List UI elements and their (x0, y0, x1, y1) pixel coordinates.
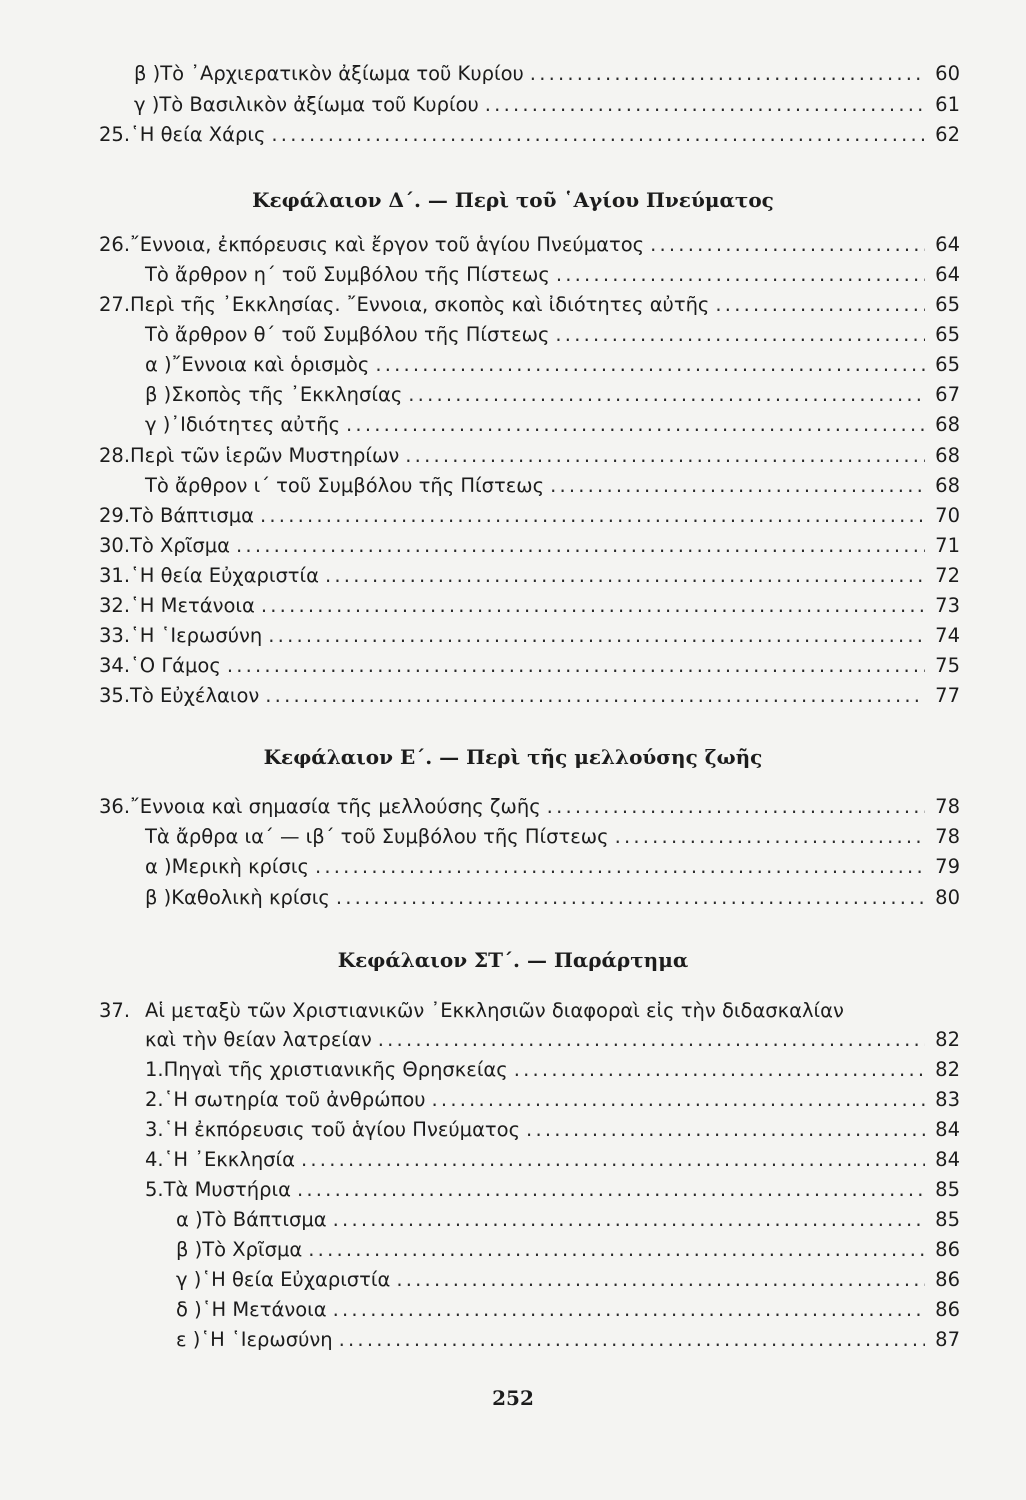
leader-dots (227, 653, 925, 679)
toc-entry (99, 794, 960, 820)
entry-number: 27. (99, 293, 131, 316)
entry-number: 31. (99, 564, 131, 587)
chapter-heading: Κεφάλαιον Ε΄. — Περὶ τῆς μελλούσης ζωῆς (263, 745, 763, 769)
entry-number: 35. (99, 684, 131, 707)
leader-dots (378, 1027, 925, 1053)
toc-entry (99, 292, 960, 318)
entry-title: Τὰ Μυστήρια (163, 1178, 291, 1201)
entry-title: Τὸ ᾿Αρχιερατικὸν ἀξίωμα τοῦ Κυρίου (160, 62, 524, 85)
toc-entry-lead (99, 998, 844, 1024)
entry-page: 68 (935, 474, 960, 497)
leader-dots (555, 322, 925, 348)
toc-entry (145, 1147, 960, 1173)
leader-dots (297, 1177, 925, 1203)
leader-dots (346, 412, 925, 438)
leader-dots (408, 382, 925, 408)
entry-page: 72 (935, 564, 960, 587)
entry-page: 73 (935, 594, 960, 617)
entry-number: β ) (145, 886, 172, 909)
entry-page: 83 (935, 1088, 960, 1111)
entry-title: ῾Η ᾿Εκκλησία (163, 1148, 295, 1171)
entry-title: ῾Η Μετάνοια (201, 1298, 327, 1321)
leader-dots (271, 122, 925, 148)
leader-dots (336, 885, 925, 911)
entry-number: 29. (99, 504, 131, 527)
entry-number: 25. (99, 123, 131, 146)
entry-number: 28. (99, 444, 131, 467)
entry-page: 84 (935, 1118, 960, 1141)
entry-title: ῾Η σωτηρία τοῦ ἀνθρώπου (163, 1088, 426, 1111)
entry-title-continued: καὶ τὴν θείαν λατρείαν (145, 1028, 372, 1051)
entry-title: ᾿Ιδιότητες αὐτῆς (170, 413, 341, 436)
toc-entry (99, 232, 960, 258)
entry-title: Τὸ Βασιλικὸν ἀξίωμα τοῦ Κυρίου (159, 93, 479, 116)
leader-dots (396, 1267, 925, 1293)
toc-entry (145, 854, 960, 880)
entry-number: ε ) (176, 1328, 201, 1351)
entry-number: 34. (99, 654, 131, 677)
toc-entry (99, 503, 960, 529)
toc-entry (176, 1237, 960, 1263)
toc-entry (145, 1027, 960, 1053)
chapter-heading: Κεφάλαιον Δ΄. — Περὶ τοῦ ῾Αγίου Πνεύματος (252, 188, 774, 212)
entry-page: 64 (935, 263, 960, 286)
leader-dots (236, 533, 925, 559)
entry-title: ῾Η θεία Χάρις (130, 123, 266, 146)
entry-title: Τὸ Χρῖσμα (130, 534, 231, 557)
entry-page: 82 (935, 1028, 960, 1051)
entry-page: 67 (935, 383, 960, 406)
toc-entry (145, 473, 960, 499)
toc-entry (99, 653, 960, 679)
leader-dots (650, 232, 925, 258)
leader-dots (260, 503, 925, 529)
entry-title: Τὸ Χρῖσμα (202, 1238, 303, 1261)
leader-dots (550, 473, 925, 499)
leader-dots (547, 794, 926, 820)
entry-number: β ) (145, 383, 172, 406)
entry-page: 70 (935, 504, 960, 527)
entry-number: γ ) (145, 413, 171, 436)
entry-page: 61 (935, 93, 960, 116)
entry-title: ῎Εννοια καὶ ὁρισμὸς (171, 353, 370, 376)
entry-number: β ) (134, 62, 161, 85)
entry-page: 62 (935, 123, 960, 146)
entry-title: Τὸ ἄρθρον ι΄ τοῦ Συμβόλου τῆς Πίστεως (145, 474, 545, 497)
entry-title: ῾Η Μετάνοια (130, 594, 255, 617)
leader-dots (308, 1237, 925, 1263)
leader-dots (333, 1207, 926, 1233)
entry-title: ῎Εννοια καὶ σημασία τῆς μελλούσης ζωῆς (130, 795, 541, 818)
toc-entry (176, 1297, 960, 1323)
entry-page: 84 (935, 1148, 960, 1171)
entry-page: 86 (935, 1268, 960, 1291)
entry-page: 75 (935, 654, 960, 677)
entry-title: Τὸ ἄρθρον θ΄ τοῦ Συμβόλου τῆς Πίστεως (145, 323, 550, 346)
entry-page: 79 (935, 855, 960, 878)
leader-dots (556, 262, 925, 288)
entry-title: ῾Ο Γάμος (130, 654, 221, 677)
entry-title: Τὸ ἄρθρον η΄ τοῦ Συμβόλου τῆς Πίστεως (145, 263, 550, 286)
entry-page: 87 (935, 1328, 960, 1351)
entry-page: 77 (935, 684, 960, 707)
toc-entry (134, 92, 960, 118)
entry-title: Σκοπὸς τῆς ᾿Εκκλησίας (171, 383, 403, 406)
entry-title: Τὰ ἄρθρα ια΄ — ιβ΄ τοῦ Συμβόλου τῆς Πίστεως (145, 825, 609, 848)
leader-dots (526, 1117, 925, 1143)
toc-entry (99, 683, 960, 709)
entry-title: Αἱ μεταξὺ τῶν Χριστιανικῶν ᾿Εκκλησιῶν διαφοραὶ εἰς τὴν διδασκαλίαν (145, 999, 844, 1022)
entry-page: 78 (935, 825, 960, 848)
entry-page: 86 (935, 1238, 960, 1261)
entry-page: 86 (935, 1298, 960, 1321)
entry-page: 78 (935, 795, 960, 818)
entry-title: Τὸ Εὐχέλαιον (130, 684, 260, 707)
toc-entry (176, 1207, 960, 1233)
toc-entry (145, 322, 960, 348)
leader-dots (268, 623, 925, 649)
entry-title: Περὶ τῶν ἱερῶν Μυστηρίων (130, 444, 400, 467)
toc-entry (145, 1057, 960, 1083)
entry-title: Περὶ τῆς ᾿Εκκλησίας. ῎Εννοια, σκοπὸς καὶ ἰδιότητες αὐτῆς (130, 293, 710, 316)
entry-title: ῾Η ῾Ιερωσύνη (130, 624, 263, 647)
toc-entry (99, 593, 960, 619)
entry-number: 32. (99, 594, 131, 617)
toc-entry (145, 262, 960, 288)
entry-page: 82 (935, 1058, 960, 1081)
entry-title: ῾Η ῾Ιερωσύνη (200, 1328, 333, 1351)
entry-number: 37. (99, 999, 131, 1022)
toc-entry (145, 824, 960, 850)
entry-number: 5. (145, 1178, 164, 1201)
entry-title: Τὸ Βάπτισμα (130, 504, 254, 527)
entry-page: 80 (935, 886, 960, 909)
entry-number: 33. (99, 624, 131, 647)
entry-number: δ ) (176, 1298, 202, 1321)
toc-entry (145, 1087, 960, 1113)
entry-number: γ ) (176, 1268, 202, 1291)
entry-number: γ ) (134, 93, 160, 116)
leader-dots (339, 1327, 926, 1353)
entry-number: 1. (145, 1058, 164, 1081)
toc-entry (99, 563, 960, 589)
entry-page: 74 (935, 624, 960, 647)
entry-title: ῾Η θεία Εὐχαριστία (130, 564, 319, 587)
page-number: 252 (492, 1386, 534, 1410)
entry-number: 2. (145, 1088, 164, 1111)
entry-title: Τὸ Βάπτισμα (202, 1208, 327, 1231)
entry-number: 4. (145, 1148, 164, 1171)
leader-dots (432, 1087, 926, 1113)
entry-number: 30. (99, 534, 131, 557)
entry-number: 3. (145, 1118, 164, 1141)
toc-entry (176, 1327, 960, 1353)
entry-page: 68 (935, 444, 960, 467)
leader-dots (301, 1147, 925, 1173)
leader-dots (485, 92, 925, 118)
toc-entry (134, 61, 960, 87)
leader-dots (514, 1057, 925, 1083)
leader-dots (333, 1297, 926, 1323)
entry-page: 71 (935, 534, 960, 557)
toc-entry (99, 533, 960, 559)
toc-entry (145, 1177, 960, 1203)
toc-entry (145, 1117, 960, 1143)
entry-page: 65 (935, 323, 960, 346)
entry-title: Μερικὴ κρίσις (171, 855, 309, 878)
entry-page: 64 (935, 233, 960, 256)
leader-dots (615, 824, 926, 850)
toc-entry (99, 443, 960, 469)
entry-title: Πηγαὶ τῆς χριστιανικῆς Θρησκείας (163, 1058, 508, 1081)
entry-number: α ) (145, 353, 172, 376)
leader-dots (265, 683, 925, 709)
toc-entry (99, 122, 960, 148)
leader-dots (325, 563, 925, 589)
entry-title: Καθολικὴ κρίσις (171, 886, 330, 909)
entry-page: 65 (935, 353, 960, 376)
entry-page: 68 (935, 413, 960, 436)
entry-number: α ) (176, 1208, 203, 1231)
entry-page: 65 (935, 293, 960, 316)
leader-dots (715, 292, 925, 318)
chapter-heading: Κεφάλαιον ΣΤ΄. — Παράρτημα (337, 948, 689, 972)
leader-dots (375, 352, 925, 378)
entry-title: ῾Η θεία Εὐχαριστία (201, 1268, 391, 1291)
entry-page: 85 (935, 1208, 960, 1231)
toc-entry (145, 412, 960, 438)
leader-dots (261, 593, 925, 619)
leader-dots (530, 61, 925, 87)
entry-page: 60 (935, 62, 960, 85)
entry-page: 85 (935, 1178, 960, 1201)
toc-entry (145, 885, 960, 911)
entry-title: ῾Η ἐκπόρευσις τοῦ ἁγίου Πνεύματος (163, 1118, 521, 1141)
leader-dots (315, 854, 925, 880)
entry-number: β ) (176, 1238, 203, 1261)
toc-entry (145, 352, 960, 378)
entry-title: ῎Εννοια, ἐκπόρευσις καὶ ἔργον τοῦ ἁγίου Πνεύματος (130, 233, 645, 256)
toc-entry (99, 623, 960, 649)
entry-number: 36. (99, 795, 131, 818)
toc-entry (176, 1267, 960, 1293)
entry-number: 26. (99, 233, 131, 256)
leader-dots (405, 443, 925, 469)
entry-number: α ) (145, 855, 172, 878)
toc-entry (145, 382, 960, 408)
